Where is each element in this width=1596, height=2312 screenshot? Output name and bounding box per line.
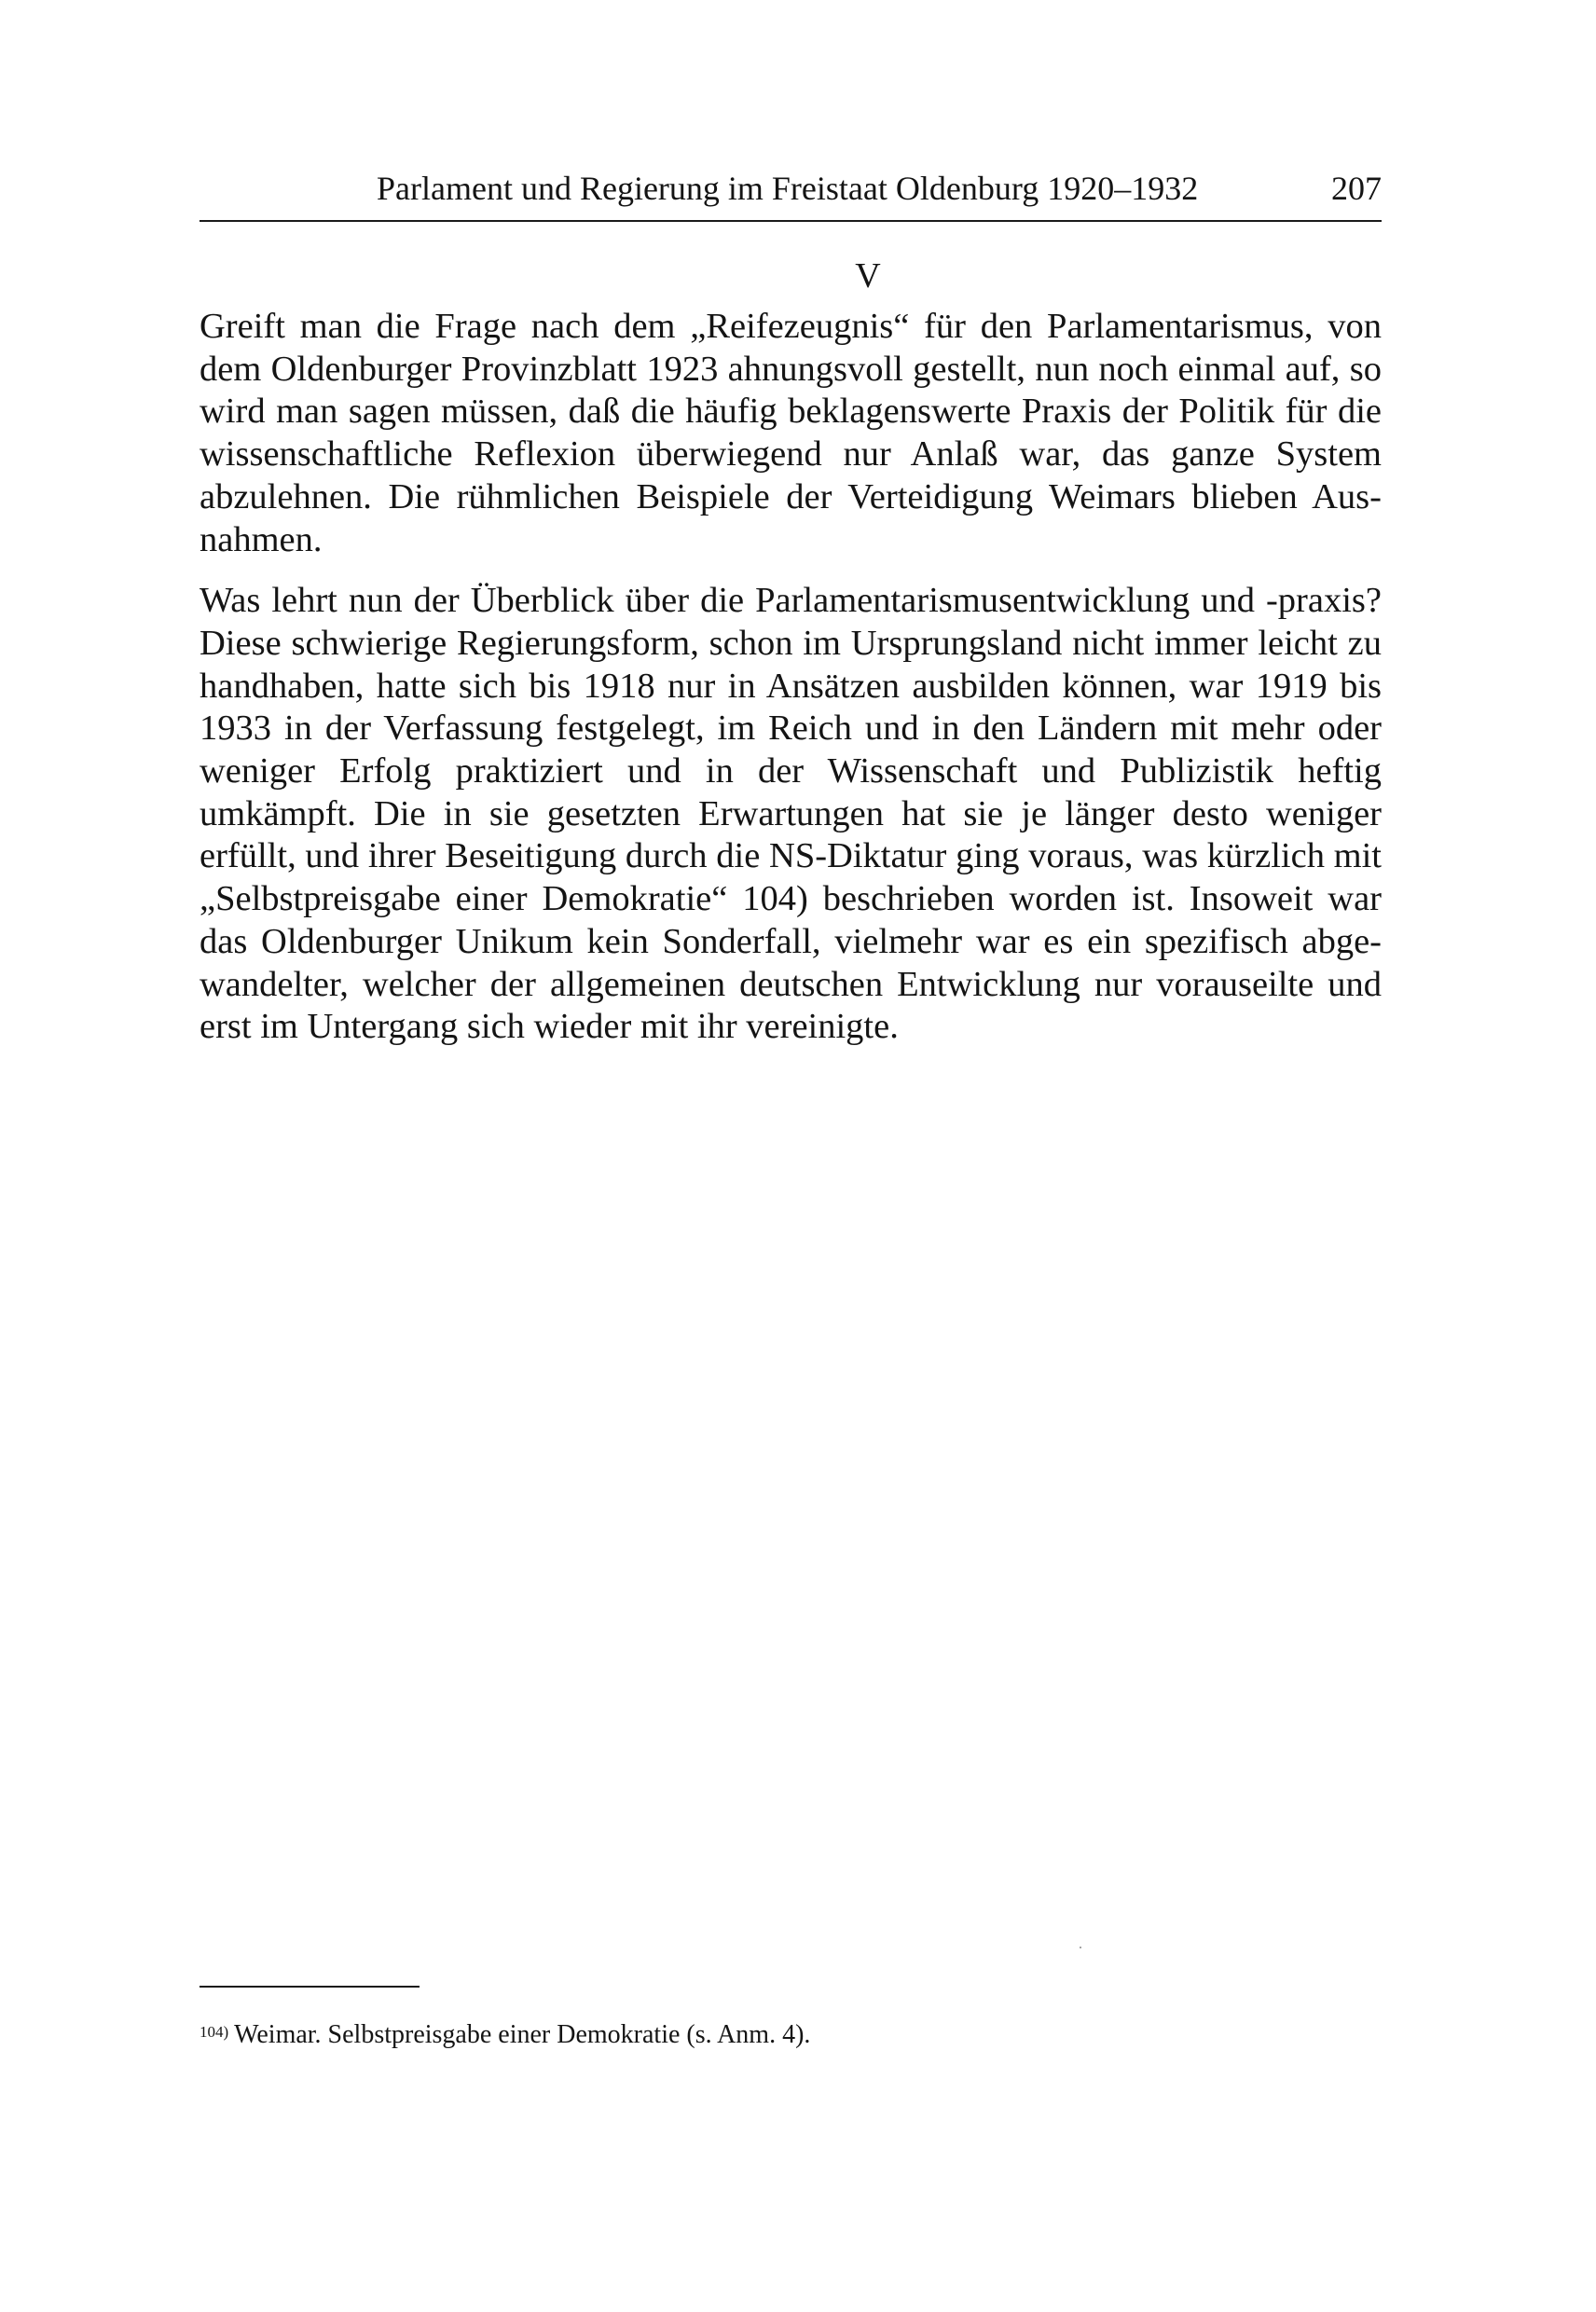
footnote-rule bbox=[200, 1986, 420, 1988]
footnote-text: Weimar. Selbstpreisgabe einer Demokratie (s. Anm. 4). bbox=[234, 2020, 811, 2049]
header-rule bbox=[200, 220, 1382, 222]
footnote-104 bbox=[200, 2014, 1382, 2054]
main-text bbox=[200, 306, 1382, 1049]
paragraph-1: Greift man die Frage nach dem „Reifezeugnis“ für den Parlamentarismus, von dem Oldenburger Provinzblatt 1923 ahnungsvoll gestellt, nun noch einmal auf, so wird man sagen müssen, daß die häufig beklagenswerte Praxis der Politik für die wissenschaftliche Reflexion überwiegend nur Anlaß war, das ganze System abzulehnen. Die rühmlichen Beispiele der Verteidigung Weimars blieben Ausnahmen. bbox=[200, 307, 1382, 559]
paragraph-2: Was lehrt nun der Überblick über die Parlamentarismusentwicklung und -praxis? Diese schwierige Regierungsform, schon im Ursprungsland nicht immer leicht zu handhaben, hatte sich bis 1918 nur in Ansätzen ausbilden können, war 1919 bis 1933 in der Verfassung festgelegt, im Reich und in den Ländern mit mehr oder weniger Erfolg praktiziert und in der Wissenschaft und Publizistik heftig umkämpft. Die in sie gesetzten Erwartungen hat sie je länger desto weniger erfüllt, und ihrer Beseitigung durch die NS-Diktatur ging voraus, was kürzlich mit „Selbstpreisgabe einer Demokratie“ 104) beschrieben worden ist. Insoweit war das Oldenburger Unikum kein Sonderfall, vielmehr war es ein spezifisch abgewandelter, welcher der allgemeinen deutschen Entwicklung nur vorauseilte und erst im Untergang sich wieder mit ihr vereinigte. bbox=[200, 581, 1382, 1047]
scan-speck bbox=[1080, 1947, 1081, 1948]
running-title: Parlament und Regierung im Freistaat Oldenburg 1920–1932 bbox=[377, 170, 1199, 207]
page-number: 207 bbox=[1331, 170, 1382, 207]
footnote-marker: 104) bbox=[200, 2023, 229, 2041]
section-heading: V bbox=[855, 256, 881, 296]
running-header bbox=[200, 164, 1382, 213]
